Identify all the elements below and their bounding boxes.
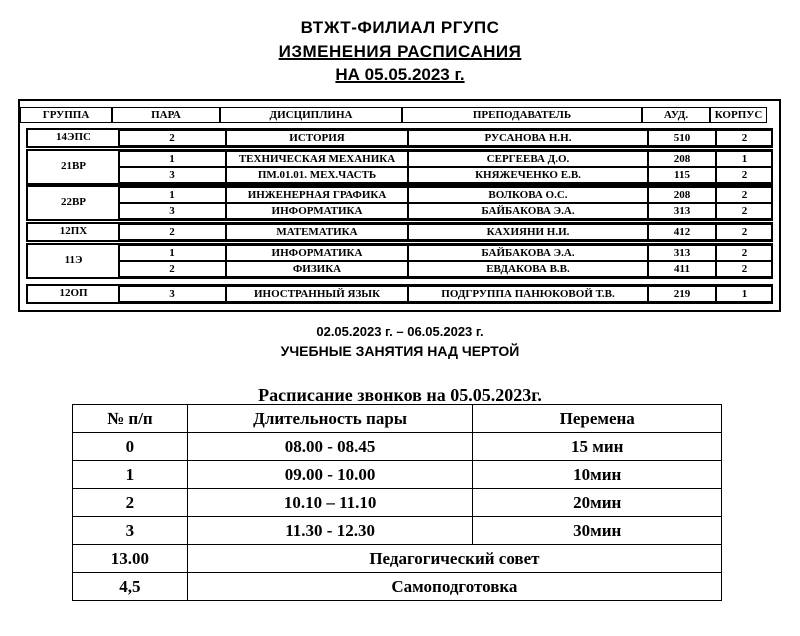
schedule-cell-discipline: МАТЕМАТИКА	[226, 224, 408, 240]
schedule-cell-para: 1	[118, 187, 226, 203]
break-length: 30мин	[473, 517, 722, 545]
schedule-cell-para: 2	[118, 130, 226, 146]
bells-title: Расписание звонков на 05.05.2023г.	[258, 385, 542, 405]
schedule-cell-teacher: КАХИЯНИ Н.И.	[408, 224, 648, 240]
schedule-cell-building: 2	[716, 187, 773, 203]
document-title-text: ИЗМЕНЕНИЯ РАСПИСАНИЯ	[278, 42, 522, 61]
schedule-cell-building: 2	[716, 167, 773, 183]
schedule-cell-room: 115	[648, 167, 716, 183]
schedule-cell-para: 1	[118, 151, 226, 167]
bells-header-cell: № п/п	[73, 405, 188, 433]
bells-table	[72, 404, 722, 601]
schedule-cell-discipline: ИНЖЕНЕРНАЯ ГРАФИКА	[226, 187, 408, 203]
schedule-cell-room: 208	[648, 187, 716, 203]
schedule-cell-para: 1	[118, 245, 226, 261]
document-date	[0, 65, 800, 85]
schedule-cell-para: 2	[118, 261, 226, 277]
schedule-cell-teacher: БАЙБАКОВА Э.А.	[408, 245, 648, 261]
schedule-cell-room: 510	[648, 130, 716, 146]
group-block	[26, 149, 773, 185]
schedule-cell-teacher: БАЙБАКОВА Э.А.	[408, 203, 648, 219]
schedule-cell-discipline: ИСТОРИЯ	[226, 130, 408, 146]
group-name: 14ЭПС	[28, 130, 120, 146]
schedule-cell-room: 313	[648, 203, 716, 219]
bells-header-cell: Длительность пары	[187, 405, 473, 433]
extra-time: 13.00	[73, 545, 188, 573]
pair-number: 3	[73, 517, 188, 545]
table-row	[73, 489, 722, 517]
schedule-cell-building: 2	[716, 130, 773, 146]
column-header-room: АУД.	[642, 107, 710, 123]
schedule-cell-discipline: ИНФОРМАТИКА	[226, 203, 408, 219]
group-name: 12ПХ	[28, 224, 120, 240]
schedule-cell-teacher: СЕРГЕЕВА Д.О.	[408, 151, 648, 167]
group-name: 22ВР	[28, 187, 120, 219]
pair-number: 1	[73, 461, 188, 489]
group-name: 11Э	[28, 245, 120, 277]
schedule-cell-para: 3	[118, 167, 226, 183]
group-block	[26, 222, 773, 242]
period-dates: 02.05.2023 г. – 06.05.2023 г.	[316, 324, 484, 339]
pair-time: 09.00 - 10.00	[187, 461, 473, 489]
table-row	[73, 545, 722, 573]
schedule-cell-para: 3	[118, 286, 226, 302]
extra-time: 4,5	[73, 573, 188, 601]
schedule-cell-building: 2	[716, 203, 773, 219]
pair-time: 10.10 – 11.10	[187, 489, 473, 517]
schedule-changes-table	[18, 99, 781, 312]
schedule-cell-para: 3	[118, 203, 226, 219]
group-block	[26, 128, 773, 148]
table-row	[73, 433, 722, 461]
period-note: УЧЕБНЫЕ ЗАНЯТИЯ НАД ЧЕРТОЙ	[280, 343, 520, 359]
schedule-cell-discipline: ИНФОРМАТИКА	[226, 245, 408, 261]
bells-header-row	[73, 405, 722, 433]
schedule-cell-room: 411	[648, 261, 716, 277]
schedule-cell-building: 1	[716, 286, 773, 302]
schedule-cell-teacher: КНЯЖЕЧЕНКО Е.В.	[408, 167, 648, 183]
table-row	[73, 461, 722, 489]
break-length: 15 мин	[473, 433, 722, 461]
schedule-cell-teacher: РУСАНОВА Н.Н.	[408, 130, 648, 146]
pair-number: 2	[73, 489, 188, 517]
extra-activity: Педагогический совет	[187, 545, 721, 573]
table-row	[73, 573, 722, 601]
schedule-cell-building: 2	[716, 245, 773, 261]
pair-time: 11.30 - 12.30	[187, 517, 473, 545]
schedule-cell-teacher: ПОДГРУППА ПАНЮКОВОЙ Т.В.	[408, 286, 648, 302]
column-header-building: КОРПУС	[710, 107, 767, 123]
document-title	[0, 42, 800, 62]
group-name: 21ВР	[28, 151, 120, 183]
extra-activity: Самоподготовка	[187, 573, 721, 601]
schedule-cell-para: 2	[118, 224, 226, 240]
column-header-teacher: ПРЕПОДАВАТЕЛЬ	[402, 107, 642, 123]
group-block	[26, 185, 773, 221]
schedule-cell-building: 1	[716, 151, 773, 167]
group-name: 12ОП	[28, 286, 120, 302]
break-length: 10мин	[473, 461, 722, 489]
column-header-discipline: ДИСЦИПЛИНА	[220, 107, 402, 123]
schedule-cell-room: 412	[648, 224, 716, 240]
schedule-cell-building: 2	[716, 224, 773, 240]
schedule-cell-room: 313	[648, 245, 716, 261]
institution-title: ВТЖТ-ФИЛИАЛ РГУПС	[300, 18, 500, 37]
schedule-cell-discipline: ПМ.01.01. МЕХ.ЧАСТЬ	[226, 167, 408, 183]
schedule-cell-room: 208	[648, 151, 716, 167]
schedule-cell-building: 2	[716, 261, 773, 277]
break-length: 20мин	[473, 489, 722, 517]
schedule-cell-teacher: ЕВДАКОВА В.В.	[408, 261, 648, 277]
schedule-cell-teacher: ВОЛКОВА О.С.	[408, 187, 648, 203]
column-header-para: ПАРА	[112, 107, 220, 123]
schedule-cell-discipline: ИНОСТРАННЫЙ ЯЗЫК	[226, 286, 408, 302]
table-row	[73, 517, 722, 545]
pair-time: 08.00 - 08.45	[187, 433, 473, 461]
bells-header-cell: Перемена	[473, 405, 722, 433]
document-date-text: НА 05.05.2023 г.	[335, 65, 465, 84]
group-block	[26, 284, 773, 304]
schedule-cell-discipline: ТЕХНИЧЕСКАЯ МЕХАНИКА	[226, 151, 408, 167]
pair-number: 0	[73, 433, 188, 461]
schedule-cell-room: 219	[648, 286, 716, 302]
group-block	[26, 243, 773, 279]
column-header-group: ГРУППА	[20, 107, 112, 123]
schedule-cell-discipline: ФИЗИКА	[226, 261, 408, 277]
